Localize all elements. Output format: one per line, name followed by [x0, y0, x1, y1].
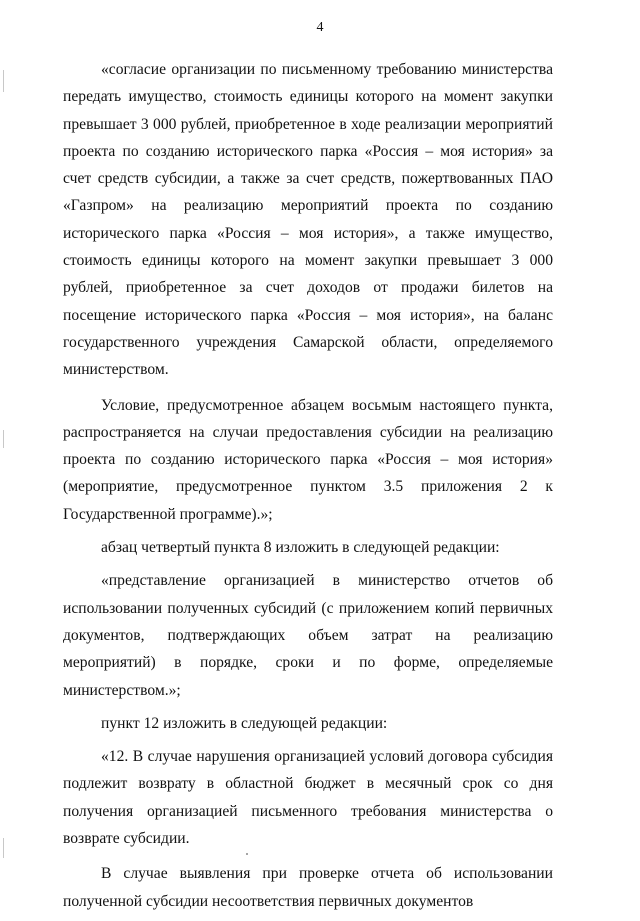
scan-edge-mark — [3, 838, 4, 858]
paragraph-subsidy-return: «12. В случае нарушения организацией условий договора субсидия подлежит возврату в областной бюджет в месячный срок со дня получения организацией письменного требования министерства о возврате субсидии. — [63, 748, 553, 848]
page-number: 4 — [316, 20, 324, 35]
paragraph-report-submission: «представление организацией в министерство отчетов об использовании полученных субсидий (с приложением копий первичных документов, подтверждающих объем затрат на реализацию мероприятий) в порядке, сроки и по форме, определяемые министерством.»; — [63, 572, 553, 699]
paragraph-amend-point-8: абзац четвертый пункта 8 изложить в следующей редакции: — [101, 539, 500, 557]
scan-dot-mark — [246, 853, 248, 855]
paragraph-property-transfer: «согласие организации по письменному требованию министерства передать имущество, стоимость единицы которого на момент закупки превышает 3 000 рублей, приобретенное в ходе реализации мероприятий проекта по созданию исторического парка «Россия – моя история» за счет средств субсидии, а также за счет средств, пожертвованных ПАО «Газпром» на реализацию мероприятий проекта по созданию исторического парка «Россия – моя история», а также имущество, стоимость единицы которого на момент закупки превышает 3 000 рублей, приобретенное за счет доходов от продажи билетов на посещение исторического парка «Россия – моя история», на баланс государственного учреждения Самарской области, определяемого министерством. — [63, 61, 553, 379]
scan-edge-mark — [3, 430, 4, 448]
paragraph-report-check: В случае выявления при проверке отчета об использовании полученной субсидии несоответствия первичных документов — [63, 865, 553, 910]
paragraph-condition: Условие, предусмотренное абзацем восьмым настоящего пункта, распространяется на случаи предоставления субсидии на реализацию проекта по созданию исторического парка «Россия – моя история» (мероприятие, предусмотренное пунктом 3.5 приложения 2 к Государственной программе).»; — [63, 396, 553, 523]
document-body — [63, 56, 553, 921]
scan-edge-mark — [3, 70, 4, 92]
paragraph-amend-point-12: пункт 12 изложить в следующей редакции: — [101, 714, 388, 732]
